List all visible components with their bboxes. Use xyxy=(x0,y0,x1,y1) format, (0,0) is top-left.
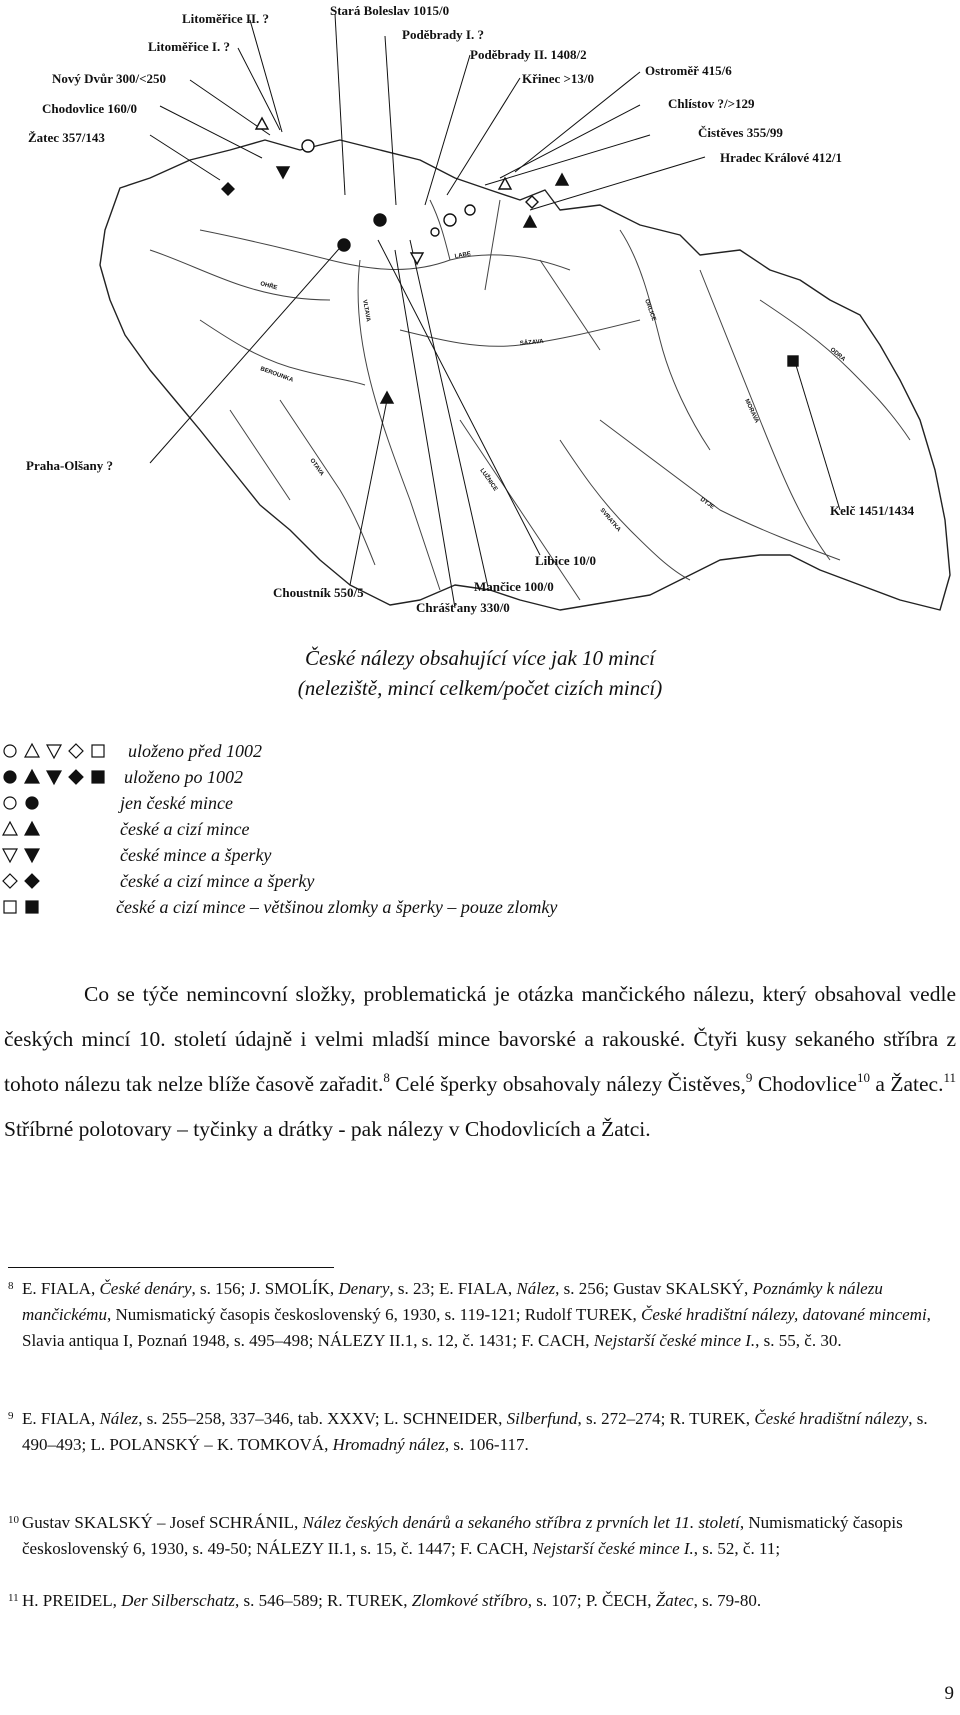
map-label: Křinec >13/0 xyxy=(522,71,595,86)
legend-symbols xyxy=(2,816,46,842)
map-label: Choustník 550/5 xyxy=(273,585,364,600)
footnote-ref[interactable]: 10 xyxy=(856,1070,870,1085)
legend-text: české a cizí mince a šperky xyxy=(120,871,315,891)
river-label: OHŘE xyxy=(259,281,278,292)
footnote-number: 10 xyxy=(8,1514,19,1526)
footnote-ref[interactable]: 11 xyxy=(943,1070,956,1085)
river xyxy=(700,270,830,560)
figure-caption-line1: České nálezy obsahující více jak 10 mincí xyxy=(305,646,655,670)
footnote-text: E. FIALA, České denáry, s. 156; J. SMOLÍK, Denary, s. 23; E. FIALA, Nález, s. 256; Gustav SKALSKÝ, Poznámky k nálezu mančickému, Numismatický časopis československý 6, 1930, s. 119-121; Rudolf TUREK, České hradištní nálezy, datované mincemi, Slavia antiqua I, Poznań 1948, s. 495–498; NÁLEZY II.1, s. 12, č. 1431; F. CACH, Nejstarší české mince I., s. 55, č. 30. xyxy=(22,1279,931,1350)
legend-row xyxy=(0,816,960,842)
legend-text: české mince a šperky xyxy=(120,845,272,865)
find-marker xyxy=(411,253,423,264)
legend-text: české a cizí mince – většinou zlomky a šperky – pouze zlomky xyxy=(116,897,558,917)
river xyxy=(485,200,500,290)
footnote-text: E. FIALA, Nález, s. 255–258, 337–346, tab. XXXV; L. SCHNEIDER, Silberfund, s. 272–274; R. TUREK, České hradištní nálezy, s. 490–493; L. POLANSKÝ – K. TOMKOVÁ, Hromadný nález, s. 106-117. xyxy=(22,1409,928,1454)
body-text-1: Co se týče nemincovní složky, problematická je otázka mančického nálezu, který obsahoval vedle českých mincí 10. století údajně i velmi mladší mince bavorské a rakouské. Čtyři kusy sekaného stříbra z tohoto nálezu tak nelze blíže časově zařadit. xyxy=(4,982,956,1096)
footnote-10 xyxy=(8,1510,958,1562)
legend-row xyxy=(0,868,960,894)
map-label: Poděbrady I. ? xyxy=(402,27,484,42)
footnote-8 xyxy=(8,1276,958,1354)
legend-symbols xyxy=(2,894,46,920)
river-label: LUŽNICE xyxy=(478,467,499,493)
body-paragraph xyxy=(4,972,956,1152)
find-marker xyxy=(222,183,234,195)
river xyxy=(230,410,290,500)
river xyxy=(760,300,910,440)
body-text-4: a Žatec. xyxy=(869,1072,944,1096)
footnote-number: 11 xyxy=(8,1592,19,1604)
find-marker xyxy=(788,356,798,366)
map-label: Ostroměř 415/6 xyxy=(645,63,732,78)
footnote-number: 8 xyxy=(8,1280,14,1292)
legend-text: uloženo po 1002 xyxy=(124,767,243,787)
map-label: Poděbrady II. 1408/2 xyxy=(470,47,587,62)
legend-row xyxy=(0,764,960,790)
river xyxy=(460,420,580,600)
legend-row xyxy=(0,894,960,920)
footnote-rule xyxy=(8,1267,334,1268)
footnote-ref[interactable]: 9 xyxy=(745,1070,753,1085)
find-marker xyxy=(256,118,268,129)
legend-text: jen české mince xyxy=(120,793,233,813)
figure-caption-line2: (neleziště, mincí celkem/počet cizích mincí) xyxy=(297,676,663,700)
map-label: Hradec Králové 412/1 xyxy=(720,150,843,165)
find-marker xyxy=(338,239,350,251)
river-label: VLTAVA xyxy=(361,299,371,323)
legend-text: české a cizí mince xyxy=(120,819,250,839)
map-label: Chrášťany 330/0 xyxy=(416,600,510,615)
map-label: Nový Dvůr 300/<250 xyxy=(52,71,167,86)
map-label: Libice 10/0 xyxy=(535,553,597,568)
footnote-9 xyxy=(8,1406,958,1458)
map-label: Chlístov ?/>129 xyxy=(668,96,755,111)
map-label: Litoměřice II. ? xyxy=(182,11,270,26)
map-label: Čistěves 355/99 xyxy=(698,125,783,140)
footnote-number: 9 xyxy=(8,1410,14,1422)
find-marker xyxy=(277,167,289,178)
river-label: BEROUNKA xyxy=(259,366,294,384)
legend-symbols xyxy=(2,842,46,868)
map-label: Mančice 100/0 xyxy=(474,579,554,594)
map-label: Litoměřice I. ? xyxy=(148,39,230,54)
find-marker xyxy=(499,178,511,189)
river xyxy=(150,250,330,300)
river xyxy=(600,420,840,560)
map-label: Praha-Olšany ? xyxy=(26,458,114,473)
footnote-text: Gustav SKALSKÝ – Josef SCHRÁNIL, Nález českých denárů a sekaného stříbra z prvních let 11. století, Numismatický časopis československý 6, 1930, s. 49-50; NÁLEZY II.1, s. 15, č. 1447; F. CACH, Nejstarší české mince I., s. 52, č. 11; xyxy=(22,1513,903,1558)
map-label: Žatec 357/143 xyxy=(28,130,105,145)
find-marker xyxy=(431,228,439,236)
footnote-ref[interactable]: 8 xyxy=(383,1070,390,1085)
page-number: 9 xyxy=(944,1683,954,1704)
legend-symbols xyxy=(2,868,46,894)
river-label: SVRATKA xyxy=(598,507,622,534)
legend-symbols xyxy=(2,764,114,790)
map-label: Kelč 1451/1434 xyxy=(830,503,915,518)
footnote-text: H. PREIDEL, Der Silberschatz, s. 546–589; R. TUREK, Zlomkové stříbro, s. 107; P. ČECH, Žatec, s. 79-80. xyxy=(22,1591,762,1610)
river-label: SÁZAVA xyxy=(519,338,544,347)
river xyxy=(280,400,375,565)
legend-row xyxy=(0,790,960,816)
river-label: ODRA xyxy=(828,346,847,363)
body-text-3: Chodovlice xyxy=(752,1072,857,1096)
river-label: OTAVA xyxy=(308,457,325,478)
river xyxy=(358,260,440,590)
river xyxy=(200,230,570,270)
legend-row xyxy=(0,842,960,868)
find-marker xyxy=(374,214,386,226)
map-label: Stará Boleslav 1015/0 xyxy=(330,3,450,18)
river-label: DYJE xyxy=(698,496,716,511)
find-marker xyxy=(556,174,568,185)
find-map xyxy=(0,0,960,630)
river-label: MORAVA xyxy=(743,398,760,425)
find-marker xyxy=(444,214,456,226)
find-marker xyxy=(524,216,536,227)
river xyxy=(620,230,710,450)
river-label: ORLICE xyxy=(643,298,657,322)
find-marker xyxy=(381,392,393,403)
body-text xyxy=(4,972,956,1152)
find-marker xyxy=(526,196,538,208)
footnote-11 xyxy=(8,1588,958,1614)
river-label: LABE xyxy=(454,251,472,260)
legend-text: uloženo před 1002 xyxy=(128,741,262,761)
body-text-5: Stříbrné polotovary – tyčinky a drátky - pak nálezy v Chodovlicích a Žatci. xyxy=(4,1117,651,1141)
legend-symbols xyxy=(2,790,46,816)
legend-row xyxy=(0,738,960,764)
body-text-2: Celé šperky obsahovaly nálezy Čistěves, xyxy=(389,1072,746,1096)
find-marker xyxy=(302,140,314,152)
legend-symbols xyxy=(2,738,114,764)
map-label: Chodovlice 160/0 xyxy=(42,101,137,116)
find-marker xyxy=(465,205,475,215)
